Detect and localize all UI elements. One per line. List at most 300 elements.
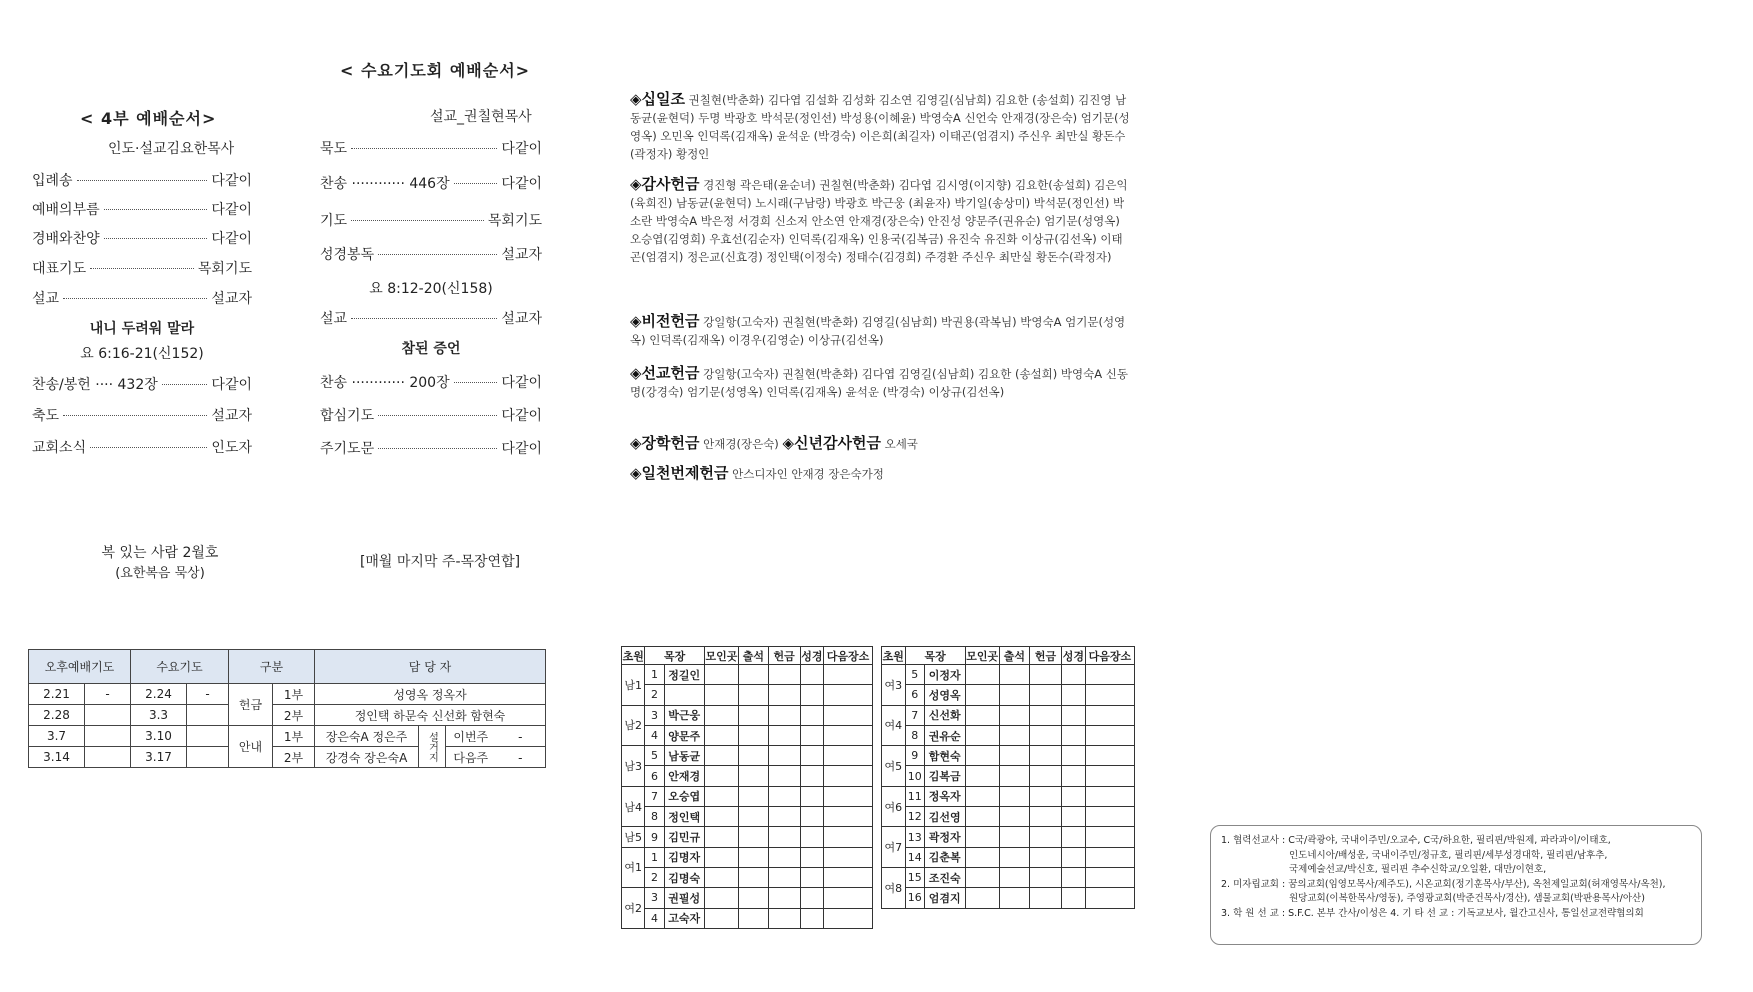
grid-cell[interactable] [738,725,768,745]
row-value: 다같이 [211,231,252,247]
grid-cell[interactable] [704,786,738,806]
grid-cell[interactable] [738,786,768,806]
offering-names: 강일항(고숙자) 권칠현(박춘화) 김다엽 김영길(심남희) 김요한 (송설희) 박영숙A 신동명(강경숙) 엄기문(성영옥) 인덕록(김재옥) 윤석운 (박경숙) 이상규(김선옥) [630,367,1128,399]
missions-notes-box [1210,825,1702,945]
grid-cell[interactable] [800,867,823,887]
offering-category: ◈감사헌금 [630,175,700,193]
grid-header: 다음장소 [1085,647,1134,665]
wednesday-preacher: 설교_권칠현목사 [430,109,532,125]
grid-cell[interactable] [965,746,999,766]
grid-cell[interactable] [1085,867,1134,887]
grid-cell[interactable] [1062,786,1086,806]
grid-cell[interactable] [1029,847,1061,867]
wednesday-row [320,173,542,193]
duty-date: 3.14 [29,747,85,768]
row-label: 설교 [320,311,348,327]
grid-name: 오승엽 [664,786,704,806]
wednesday-row [320,405,542,425]
row-value: 목회기도 [487,213,542,229]
grid-cell[interactable] [704,746,738,766]
grid-name: 김선영 [924,807,965,827]
grid-cell[interactable] [768,827,800,847]
grid-cell[interactable] [1085,665,1134,685]
duty-guide-label: 안내 [229,726,273,768]
grid-cell[interactable] [704,705,738,725]
dish-week: 이번주 [453,729,489,744]
grid-cell[interactable] [1062,847,1086,867]
grid-num: 10 [905,766,924,786]
grid-cell[interactable] [704,665,738,685]
grid-cell[interactable] [999,888,1029,908]
grid-header: 다음장소 [824,647,873,665]
grid-cell[interactable] [704,827,738,847]
grid-cell[interactable] [824,867,873,887]
row-label: 찬송 ············ 446장 [320,176,450,192]
grid-num: 9 [645,827,664,847]
grid-cell[interactable] [824,766,873,786]
duty-header: 수요기도 [131,650,229,684]
duty-dish1 [446,726,546,747]
grid-name: 정옥자 [924,786,965,806]
grid-cell[interactable] [800,847,823,867]
grid-cell[interactable] [800,766,823,786]
grid-cell[interactable] [824,685,873,705]
duty-person [85,747,131,768]
grid-num: 11 [905,786,924,806]
grid-cell[interactable] [1062,827,1086,847]
grid-cell[interactable] [1029,888,1061,908]
grid-cell[interactable] [999,847,1029,867]
duty-date: 3.17 [131,747,187,768]
grid-name: 안재경 [664,766,704,786]
grid-cell[interactable] [1029,766,1061,786]
grid-cell[interactable] [768,888,800,908]
row-label: 축도 [32,408,60,424]
grid-cell[interactable] [738,867,768,887]
grid-cell[interactable] [1029,705,1061,725]
grid-cell[interactable] [800,807,823,827]
duty-guide2: 강경숙 장은숙A [315,747,419,768]
grid-num: 6 [905,685,924,705]
grid-cell[interactable] [1029,685,1061,705]
grid-cell[interactable] [1085,746,1134,766]
offering-names: 안스디자인 안재경 장은숙가정 [732,467,884,481]
grid-cell[interactable] [1062,665,1086,685]
duty-header: 담 당 자 [315,650,546,684]
grid-cell[interactable] [824,705,873,725]
duty-person: - [187,684,229,705]
grid-cell[interactable] [824,827,873,847]
grid-cell[interactable] [1029,746,1061,766]
grid-name: 곽정자 [924,827,965,847]
grid-cell[interactable] [768,786,800,806]
wednesday-testimony: 참된 증언 [401,341,461,357]
grid-cell[interactable] [800,888,823,908]
grid-num: 8 [645,807,664,827]
grid-cell[interactable] [1029,786,1061,806]
duty-date: 3.7 [29,726,85,747]
grid-cell[interactable] [965,766,999,786]
grid-num: 5 [905,665,924,685]
grid-cell[interactable] [1062,807,1086,827]
grid-cell[interactable] [800,827,823,847]
row-value: 설교자 [211,408,252,424]
grid-cell[interactable] [800,786,823,806]
row-value: 다같이 [501,375,542,391]
grid-group: 여7 [882,827,906,868]
grid-cell[interactable] [1085,685,1134,705]
grid-cell[interactable] [824,807,873,827]
grid-cell[interactable] [768,665,800,685]
part4-sermon-ref: 요 6:16-21(신152) [80,346,204,362]
duty-person [85,726,131,747]
offering-category: ◈비전헌금 [630,312,700,330]
row-value: 설교자 [501,311,542,327]
grid-cell[interactable] [768,867,800,887]
grid-num: 2 [645,867,664,887]
grid-header: 모인곳 [704,647,738,665]
blessed-line2: (요한복음 묵상) [115,566,205,581]
duty-date: 2.24 [131,684,187,705]
row-value: 다같이 [501,441,542,457]
grid-cell[interactable] [738,705,768,725]
grid-group: 여6 [882,786,906,827]
offering-names: 오세국 [884,437,918,451]
attendance-grid-left [621,646,873,929]
grid-cell[interactable] [824,888,873,908]
wednesday-row [320,138,542,158]
grid-group: 여8 [882,867,906,908]
grid-cell[interactable] [1085,766,1134,786]
grid-cell[interactable] [768,766,800,786]
grid-cell[interactable] [800,725,823,745]
duty-date: 3.3 [131,705,187,726]
grid-cell[interactable] [768,746,800,766]
grid-cell[interactable] [704,807,738,827]
grid-num: 13 [905,827,924,847]
grid-name: 양문주 [664,725,704,745]
row-value: 다같이 [211,202,252,218]
grid-cell[interactable] [768,908,800,928]
grid-group: 여4 [882,705,906,746]
dish-week: 다음주 [453,750,489,765]
offering-thousand [630,464,1130,483]
grid-cell[interactable] [1029,827,1061,847]
offering-mission [630,364,1130,401]
grid-cell[interactable] [1085,827,1134,847]
duty-table [28,649,546,768]
row-label: 주기도문 [320,441,375,457]
grid-cell[interactable] [999,705,1029,725]
grid-cell[interactable] [999,746,1029,766]
part4-row [32,170,252,190]
note-line: 1. 협력선교사 : C국/곽광야, 국내이주민/오교수, C국/하요한, 필리핀/박원제, 파라과이/이태호, [1221,835,1611,846]
grid-cell[interactable] [1029,665,1061,685]
note-line: 원당교회(이복한목사/영동), 주영광교회(박준건목사/경산), 샘물교회(박판용목사/아산) [1289,893,1645,904]
grid-name: 권필성 [664,888,704,908]
grid-group: 남3 [622,746,645,787]
grid-cell[interactable] [738,665,768,685]
dish-value: - [518,729,523,744]
grid-cell[interactable] [704,867,738,887]
grid-num: 3 [645,705,664,725]
grid-group: 남1 [622,665,645,706]
grid-num: 16 [905,888,924,908]
offering-names: 경진형 곽은태(윤순녀) 권칠현(박춘화) 김다엽 김시영(이지향) 김요한(송설희) 김은익(육희진) 남동균(윤현덕) 노시래(구남랑) 박광호 박근웅 (최윤자) 박기일(송상미) 박석문(정인선) 박소란 박영숙A 박은정 서경희 신소저 안소연 안재경(장은숙) 안진성 양문주(권유순) 엄기문(성영옥) 오승엽(김영희) 우효선(김순자) 인덕록(김재옥) 인용국(김복금) 유진숙 유진화 이상규(김선옥) 이태곤(엄겸지) 정은교(신효경) 정인택(이정숙) 정태수(김경희) 주경환 주신우 최만실 황돈수(곽정자) [630,178,1128,264]
grid-cell[interactable] [738,685,768,705]
grid-group: 남2 [622,705,645,746]
grid-cell[interactable] [704,685,738,705]
grid-cell[interactable] [1062,766,1086,786]
grid-cell[interactable] [965,888,999,908]
part4-row [32,374,252,394]
wednesday-row [320,210,542,230]
grid-cell[interactable] [1062,685,1086,705]
part4-sermon-title: 내니 두려워 말라 [89,321,195,337]
grid-header: 출석 [999,647,1029,665]
grid-cell[interactable] [704,847,738,867]
offering-names: 강일항(고숙자) 권칠현(박춘화) 김영길(심남희) 박권용(곽복님) 박영숙A 엄기문(성영옥) 인덕록(김재옥) 이경우(김영순) 이상규(김선옥) [630,315,1126,347]
grid-cell[interactable] [1085,786,1134,806]
row-value: 다같이 [211,173,252,189]
grid-cell[interactable] [999,827,1029,847]
blessed-line1: 복 있는 사람 2월호 [101,545,219,561]
row-label: 기도 [320,213,348,229]
grid-num: 2 [645,685,664,705]
grid-name [664,685,704,705]
duty-person [85,705,131,726]
duty-person [187,726,229,747]
grid-name: 성영옥 [924,685,965,705]
grid-group: 남5 [622,827,645,847]
row-value: 다같이 [501,408,542,424]
offering-tithe [630,90,1130,163]
grid-cell[interactable] [999,766,1029,786]
grid-name: 남동균 [664,746,704,766]
grid-cell[interactable] [999,665,1029,685]
grid-num: 4 [645,908,664,928]
grid-num: 1 [645,665,664,685]
wednesday-row [320,438,542,458]
grid-cell[interactable] [965,665,999,685]
grid-cell[interactable] [965,705,999,725]
grid-cell[interactable] [704,888,738,908]
row-value: 목회기도 [197,261,252,277]
grid-cell[interactable] [800,908,823,928]
grid-cell[interactable] [1085,847,1134,867]
grid-cell[interactable] [768,847,800,867]
grid-cell[interactable] [1062,705,1086,725]
grid-group: 여2 [622,888,645,929]
offering-thanks [630,175,1130,266]
grid-cell[interactable] [1085,888,1134,908]
grid-cell[interactable] [824,908,873,928]
grid-cell[interactable] [1062,867,1086,887]
part4-row [32,437,252,457]
grid-cell[interactable] [999,867,1029,887]
grid-header: 초원 [622,647,645,665]
offering-category: ◈십일조 [630,90,686,108]
grid-name: 김명자 [664,847,704,867]
duty-part: 1부 [273,726,315,747]
grid-cell[interactable] [1062,888,1086,908]
row-value: 다같이 [211,377,252,393]
grid-name: 김명숙 [664,867,704,887]
attendance-grid-right [881,646,1135,909]
grid-cell[interactable] [824,746,873,766]
grid-cell[interactable] [800,665,823,685]
grid-cell[interactable] [704,766,738,786]
grid-name: 조진숙 [924,867,965,887]
grid-cell[interactable] [1029,725,1061,745]
monthly-note: [매월 마지막 주-목장연합] [359,554,521,570]
grid-cell[interactable] [1085,725,1134,745]
grid-header: 성경 [1062,647,1086,665]
grid-cell[interactable] [768,725,800,745]
grid-cell[interactable] [800,685,823,705]
grid-cell[interactable] [704,908,738,928]
part4-row [32,258,252,278]
grid-cell[interactable] [738,827,768,847]
row-value: 인도자 [211,440,252,456]
row-label: 합심기도 [320,408,375,424]
offering-category: ◈선교헌금 [630,364,700,382]
grid-name: 엄겸지 [924,888,965,908]
grid-header: 출석 [738,647,768,665]
offering-vision [630,312,1130,349]
part4-row [32,199,252,219]
grid-cell[interactable] [824,665,873,685]
row-label: 설교 [32,291,60,307]
duty-header: 오후예배기도 [29,650,131,684]
row-label: 교회소식 [32,440,87,456]
grid-cell[interactable] [800,705,823,725]
grid-num: 6 [645,766,664,786]
grid-cell[interactable] [738,888,768,908]
grid-header: 성경 [800,647,823,665]
grid-cell[interactable] [824,786,873,806]
row-label: 찬송 ············ 200장 [320,375,450,391]
part4-row [32,405,252,425]
grid-cell[interactable] [1085,807,1134,827]
grid-cell[interactable] [1029,807,1061,827]
grid-cell[interactable] [738,908,768,928]
duty-date: 2.21 [29,684,85,705]
main-title: < 수요기도회 예배순서> [340,61,531,80]
duty-dish2 [446,747,546,768]
part4-row [32,288,252,308]
wednesday-row [320,372,542,392]
grid-cell[interactable] [738,807,768,827]
grid-cell[interactable] [1085,705,1134,725]
grid-cell[interactable] [965,807,999,827]
grid-cell[interactable] [999,685,1029,705]
row-value: 다같이 [501,141,542,157]
offering-category: ◈장학헌금 [630,434,700,452]
grid-cell[interactable] [704,725,738,745]
grid-num: 5 [645,746,664,766]
grid-cell[interactable] [738,766,768,786]
grid-num: 12 [905,807,924,827]
duty-offering-label: 헌금 [229,684,273,726]
grid-cell[interactable] [738,746,768,766]
grid-cell[interactable] [965,786,999,806]
grid-name: 신선화 [924,705,965,725]
grid-num: 7 [645,786,664,806]
row-label: 성경봉독 [320,247,375,263]
grid-name: 이정자 [924,665,965,685]
duty-offering2: 정인택 하문숙 신선화 함현숙 [315,705,546,726]
duty-dish-label: 설거지 [419,726,446,768]
grid-num: 8 [905,725,924,745]
grid-cell[interactable] [824,847,873,867]
grid-name: 정인택 [664,807,704,827]
grid-header: 모인곳 [965,647,999,665]
row-label: 찬송/봉헌 ···· 432장 [32,377,158,393]
grid-cell[interactable] [965,827,999,847]
grid-cell[interactable] [965,867,999,887]
note-line: 2. 미자립교회 : 꿈의교회(임영모목사/제주도), 시온교회(정기훈목사/부산), 옥천제일교회(허재영목사/옥천), [1221,878,1666,890]
grid-cell[interactable] [800,746,823,766]
duty-guide1: 장은숙A 정은주 [315,726,419,747]
duty-part: 2부 [273,747,315,768]
grid-cell[interactable] [999,786,1029,806]
grid-cell[interactable] [1029,867,1061,887]
grid-header: 초원 [882,647,906,665]
grid-cell[interactable] [738,847,768,867]
grid-cell[interactable] [965,725,999,745]
duty-offering1: 성영옥 정옥자 [315,684,546,705]
grid-cell[interactable] [999,807,1029,827]
duty-person: - [85,684,131,705]
grid-cell[interactable] [768,705,800,725]
duty-person [187,747,229,768]
grid-cell[interactable] [768,807,800,827]
part4-row [32,228,252,248]
duty-date: 3.10 [131,726,187,747]
grid-header: 헌금 [768,647,800,665]
grid-name: 박근웅 [664,705,704,725]
duty-part: 1부 [273,684,315,705]
grid-name: 김춘복 [924,847,965,867]
grid-num: 15 [905,867,924,887]
row-label: 입례송 [32,173,73,189]
grid-cell[interactable] [999,725,1029,745]
grid-num: 14 [905,847,924,867]
grid-cell[interactable] [1062,725,1086,745]
grid-cell[interactable] [824,725,873,745]
row-label: 대표기도 [32,261,87,277]
duty-part: 2부 [273,705,315,726]
row-label: 경배와찬양 [32,231,100,247]
grid-cell[interactable] [768,685,800,705]
part4-title: < 4부 예배순서> [80,109,217,128]
grid-num: 3 [645,888,664,908]
note-line: 3. 학 원 선 교 : S.F.C. 본부 간사/이성은 4. 기 타 선 교 : 기독교보사, 월간고신사, 통일선교전략협의회 [1221,907,1644,919]
dish-value: - [518,750,523,765]
wednesday-row [320,244,542,264]
grid-cell[interactable] [1062,746,1086,766]
part4-leader: 인도·설교김요한목사 [108,141,235,157]
row-label: 예배의부름 [32,202,100,218]
wednesday-row [320,308,542,328]
duty-person [187,705,229,726]
row-value: 다같이 [501,176,542,192]
grid-num: 1 [645,847,664,867]
grid-cell[interactable] [965,847,999,867]
grid-cell[interactable] [965,685,999,705]
grid-num: 4 [645,725,664,745]
